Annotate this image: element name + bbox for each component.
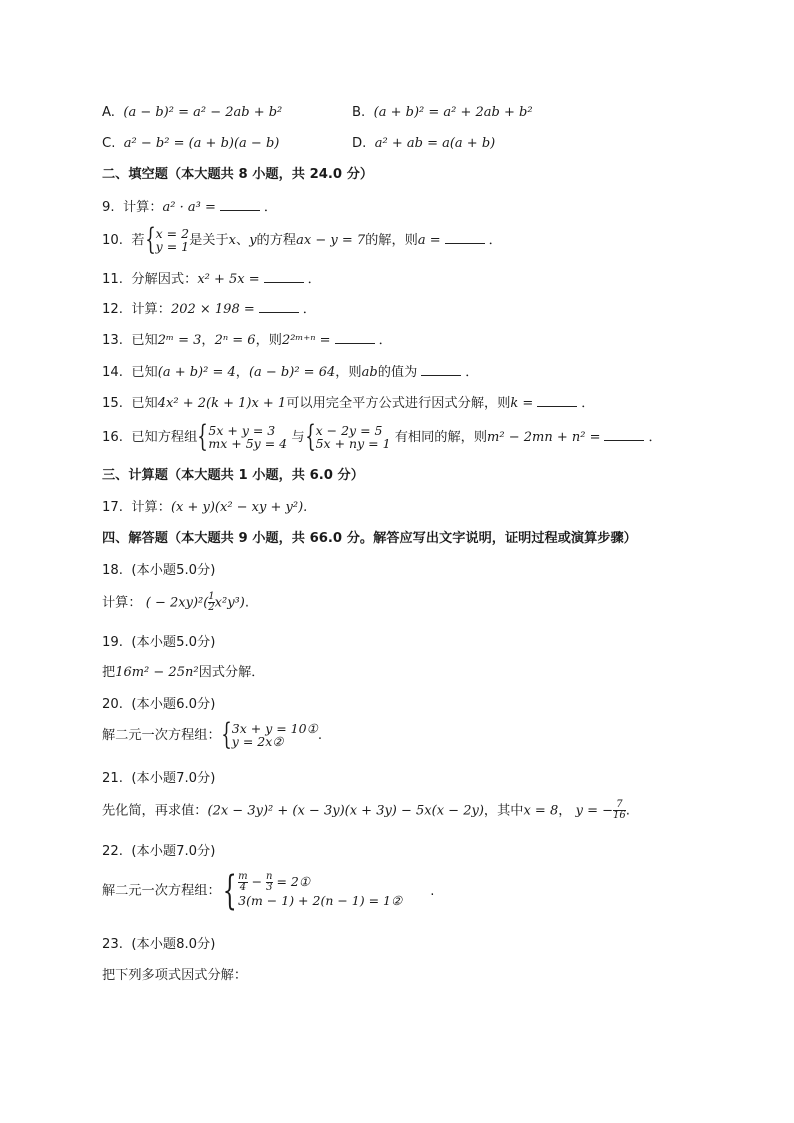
equation-system: { $\frac{m}{4}$ − $\frac{n}{3}$ = 2① 3(m − 1) + 2(n − 1) = 1② (222, 867, 403, 914)
option-a-expr: (a − b)² = a² − 2ab + b² (123, 105, 283, 120)
equation-system-1: { 5x + y = 3 mx + 5y = 4 (197, 419, 288, 454)
question-21-header: 21. (本小题7.0分) (102, 771, 216, 786)
option-d: D. a² + ab = a(a + b) (352, 136, 496, 151)
question-17: 17. 计算：(x + y)(x² − xy + y²). (102, 500, 308, 515)
answer-blank[interactable] (264, 270, 304, 283)
section-calculation-title: 三、计算题（本大题共 1 小题，共 6.0 分） (102, 468, 364, 483)
question-12: 12. 计算：202 × 198 = ． (102, 302, 316, 317)
question-21-body: 先化简，再求值：(2x − 3y)² + (x − 3y)(x + 3y) − 5x(x − 2y)，其中x = 8， y = − $\frac{7}{16}$ . (102, 799, 630, 821)
question-11: 11. 分解因式：x² + 5x = ． (102, 272, 321, 287)
fraction: $\frac{1}{2}$ (208, 591, 215, 613)
question-20-header: 20. (本小题6.0分) (102, 697, 216, 712)
equation-system-2: { x − 2y = 5 5x + ny = 1 (304, 419, 391, 454)
section-answer-title: 四、解答题（本大题共 9 小题，共 66.0 分。解答应写出文字说明，证明过程或演算步骤） (102, 531, 637, 546)
option-b: B. (a + b)² = a² + 2ab + b² (352, 105, 533, 120)
question-18-header: 18. (本小题5.0分) (102, 563, 216, 578)
section-fill-in-title: 二、填空题（本大题共 8 小题，共 24.0 分） (102, 167, 374, 182)
answer-blank[interactable] (220, 198, 260, 211)
answer-blank[interactable] (259, 300, 299, 313)
answer-blank[interactable] (421, 363, 461, 376)
question-10: 10. 若 { x = 2 y = 1 是关于x、y的方程ax − y = 7的解，则a = ． (102, 222, 502, 257)
answer-blank[interactable] (604, 428, 644, 441)
question-14: 14. 已知(a + b)² = 4，(a − b)² = 64，则ab的值为 ． (102, 365, 479, 380)
answer-blank[interactable] (445, 231, 485, 244)
option-d-expr: a² + ab = a(a + b) (374, 136, 496, 151)
question-22-body: 解二元一次方程组： { $\frac{m}{4}$ − $\frac{n}{3}$ = 2① 3(m − 1) + 2(n − 1) = 1② . (102, 867, 435, 914)
question-13: 13. 已知2ᵐ = 3，2ⁿ = 6，则2²ᵐ⁺ⁿ = ． (102, 333, 392, 348)
answer-blank[interactable] (335, 331, 375, 344)
equation-system: { 3x + y = 10① y = 2x② (220, 717, 318, 752)
fraction: $\frac{7}{16}$ (613, 799, 626, 821)
option-c: C. a² − b² = (a + b)(a − b) (102, 136, 280, 151)
question-16: 16. 已知方程组 { 5x + y = 3 mx + 5y = 4 与 { x − 2y = 5 5x + ny = 1 有相同的解，则m² − 2mn + n² = ． (102, 419, 662, 454)
option-c-expr: a² − b² = (a + b)(a − b) (123, 136, 280, 151)
option-b-expr: (a + b)² = a² + 2ab + b² (373, 105, 533, 120)
equation-system: { x = 2 y = 1 (144, 222, 190, 257)
question-15: 15. 已知4x² + 2(k + 1)x + 1可以用完全平方公式进行因式分解，则k = ． (102, 396, 595, 411)
question-23-header: 23. (本小题8.0分) (102, 937, 216, 952)
question-19-body: 把16m² − 25n²因式分解． (102, 665, 265, 680)
question-18-body: 计算： ( − 2xy)²( $\frac{1}{2}$ x²y³). (102, 591, 250, 613)
question-19-header: 19. (本小题5.0分) (102, 635, 216, 650)
option-a: A. (a − b)² = a² − 2ab + b² (102, 105, 283, 120)
question-23-body: 把下列多项式因式分解： (102, 968, 248, 983)
question-9: 9. 计算：a² · a³ = ． (102, 200, 278, 215)
answer-blank[interactable] (537, 394, 577, 407)
question-22-header: 22. (本小题7.0分) (102, 844, 216, 859)
question-20-body: 解二元一次方程组： { 3x + y = 10① y = 2x② . (102, 717, 323, 752)
